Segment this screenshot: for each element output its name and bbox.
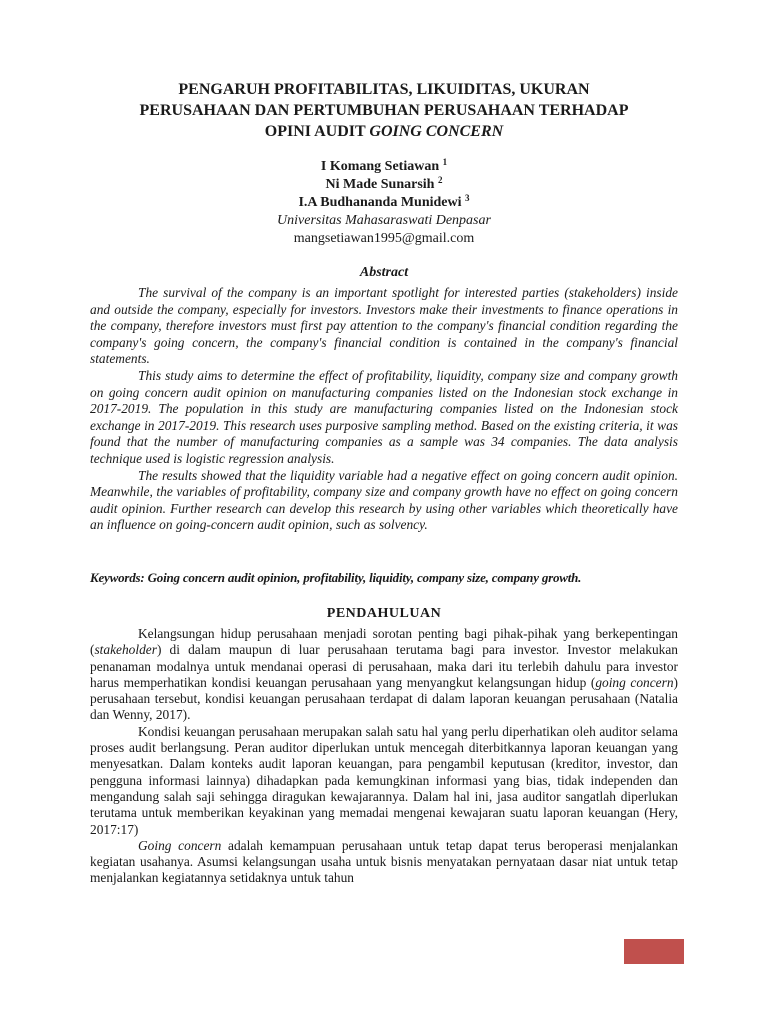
title-line-3 (80, 121, 688, 142)
affiliation: Universitas Mahasaraswati Denpasar (277, 213, 491, 228)
title-line-1: PENGARUH PROFITABILITAS, LIKUIDITAS, UKURAN (178, 81, 590, 98)
abstract-heading: Abstract (359, 265, 409, 280)
author-name: Ni Made Sunarsih (325, 177, 438, 192)
p1-italic-a: stakeholder (94, 642, 157, 658)
author-affiliation-mark: 1 (442, 157, 448, 167)
p1-italic-b: going concern (595, 674, 674, 690)
title-line-3-prefix: OPINI AUDIT (264, 123, 370, 140)
title-line-3-italic: GOING CONCERN (369, 123, 504, 140)
p3-text: adalah kemampuan perusahaan untuk tetap dapat terus beroperasi menjalankan kegiatan usahanya. Asumsi kelangsungan usaha untuk bisnis menyatakan pernyataan dasar niat untuk tetap menjalankan kegiatannya setidaknya untuk tahun (90, 837, 678, 886)
p1-text-a: Kelangsungan hidup perusahaan menjadi sorotan penting bagi pihak-pihak yang berkepentingan ( (90, 626, 678, 658)
abstract-paragraph-1: The survival of the company is an important spotlight for interested parties (stakeholders) inside and outside the company, especially for investors. Investors make their investments to finance operations in the company, therefore investors must first pay attention to the company's financial condition regarding the company's going concern, the company's financial condition is contained in the company's financial statements. (90, 285, 678, 367)
author-3 (120, 194, 648, 212)
body-paragraph-3 (90, 838, 678, 887)
paper-title (80, 79, 688, 142)
p1-text-c: ) perusahaan tersebut, kondisi keuangan perusahaan terdapat di dalam laporan keuangan perusahaan (Natalia dan Wenny, 2017). (90, 674, 678, 723)
abstract-body (90, 285, 678, 534)
author-name: I.A Budhananda Munidewi (298, 195, 466, 210)
title-line-2: PERUSAHAAN DAN PERTUMBUHAN PERUSAHAAN TERHADAP (139, 102, 629, 119)
email: mangsetiawan1995@gmail.com (293, 231, 475, 246)
abstract-paragraph-2: This study aims to determine the effect of profitability, liquidity, company size and company growth on going concern audit opinion on manufacturing companies listed on the Indonesian stock exchange in 2017-2019. The population in this study are manufacturing companies listed on the Indonesian stock exchange in 2017-2019. This research uses purposive sampling method. Based on the existing criteria, it was found that the number of manufacturing companies as a sample was 34 companies. The data analysis technique used is logistic regression analysis. (90, 367, 678, 466)
author-affiliation-mark: 2 (437, 175, 443, 185)
section-body (90, 626, 678, 887)
author-2 (120, 176, 648, 194)
keywords: Keywords: Going concern audit opinion, profitability, liquidity, company size, company growth. (90, 570, 582, 585)
body-paragraph-1 (90, 626, 678, 724)
p3-italic: Going concern (138, 837, 222, 853)
author-1 (120, 158, 648, 176)
body-paragraph-2: Kondisi keuangan perusahaan merupakan salah satu hal yang perlu diperhatikan oleh auditor selama proses audit berlangsung. Peran auditor diperlukan untuk mencegah diterbitkannya laporan keuangan yang menyesatkan. Dalam konteks audit laporan keuangan, para pengambil keputusan (kreditor, investor, dan pengguna informasi lainnya) dihadapkan pada kemungkinan informasi yang bias, tidak independen dan mengandung salah saji sehingga diragukan kewajarannya. Dalam hal ini, jasa auditor sangatlah diperlukan terutama untuk memberikan keyakinan yang memadai mengenai kewajaran suatu laporan keuangan (Hery, 2017:17) (90, 723, 678, 837)
author-affiliation-mark: 3 (465, 193, 470, 203)
footer-color-bar (624, 939, 684, 964)
section-heading: PENDAHULUAN (326, 606, 442, 621)
abstract-paragraph-3: The results showed that the liquidity variable had a negative effect on going concern audit opinion. Meanwhile, the variables of profitability, company size and company growth have no effect on going concern audit opinion. Further research can develop this research by using other variables which theoretically have an influence on going-concern audit opinion, such as solvency. (90, 467, 678, 533)
author-block (120, 158, 648, 248)
author-name: I Komang Setiawan (320, 159, 443, 174)
p1-text-b: ) di dalam maupun di luar perusahaan terutama bagi para investor. Investor melakukan penanaman modalnya untuk mendanai operasi di perusahaan, maka dari itu terlebih dahulu para investor harus memperhatikan kondisi keuangan perusahaan yang menyangkut kelangsungan hidup ( (90, 642, 678, 690)
